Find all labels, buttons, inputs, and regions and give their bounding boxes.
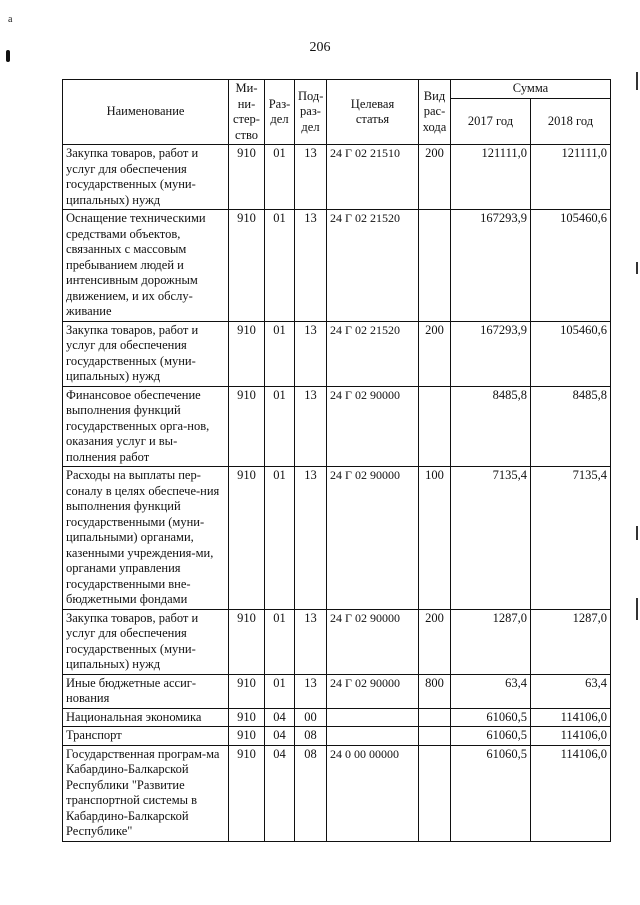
row-expense-type: 200 xyxy=(419,145,451,210)
table-row xyxy=(63,674,611,708)
row-sum-2018: 114106,0 xyxy=(531,745,611,841)
header-section: Раз- дел xyxy=(265,80,295,145)
row-sum-2017: 8485,8 xyxy=(451,386,531,467)
row-sum-2017: 61060,5 xyxy=(451,708,531,727)
table-row xyxy=(63,467,611,610)
row-expense-type xyxy=(419,210,451,322)
row-subsection: 08 xyxy=(295,727,327,746)
row-section: 04 xyxy=(265,708,295,727)
row-section: 01 xyxy=(265,386,295,467)
row-sum-2017: 61060,5 xyxy=(451,727,531,746)
row-target: 24 Г 02 21520 xyxy=(327,210,419,322)
budget-table xyxy=(62,79,611,842)
row-subsection: 13 xyxy=(295,321,327,386)
row-subsection: 13 xyxy=(295,145,327,210)
row-target: 24 Г 02 90000 xyxy=(327,674,419,708)
header-year-2017: 2017 год xyxy=(451,98,531,144)
row-sum-2017: 61060,5 xyxy=(451,745,531,841)
row-sum-2018: 114106,0 xyxy=(531,727,611,746)
scan-edge-mark xyxy=(636,72,638,90)
table-row xyxy=(63,386,611,467)
row-target: 24 0 00 00000 xyxy=(327,745,419,841)
table-row xyxy=(63,727,611,746)
table-row xyxy=(63,145,611,210)
scan-edge-mark xyxy=(636,526,638,540)
row-name: Закупка товаров, работ и услуг для обеспечения государственных (муни-ципальных) нужд xyxy=(63,321,229,386)
row-subsection: 13 xyxy=(295,210,327,322)
row-expense-type: 100 xyxy=(419,467,451,610)
row-ministry: 910 xyxy=(229,321,265,386)
row-target xyxy=(327,708,419,727)
row-ministry: 910 xyxy=(229,727,265,746)
row-expense-type: 200 xyxy=(419,321,451,386)
row-target: 24 Г 02 21510 xyxy=(327,145,419,210)
row-ministry: 910 xyxy=(229,145,265,210)
table-row xyxy=(63,609,611,674)
row-sum-2018: 8485,8 xyxy=(531,386,611,467)
row-sum-2017: 63,4 xyxy=(451,674,531,708)
row-ministry: 910 xyxy=(229,609,265,674)
row-subsection: 13 xyxy=(295,674,327,708)
row-ministry: 910 xyxy=(229,745,265,841)
row-section: 01 xyxy=(265,145,295,210)
row-section: 01 xyxy=(265,674,295,708)
row-subsection: 13 xyxy=(295,467,327,610)
header-name: Наименование xyxy=(63,80,229,145)
row-sum-2017: 167293,9 xyxy=(451,321,531,386)
header-sum: Сумма xyxy=(451,80,611,99)
row-name: Оснащение техническими средствами объектов, связанных с массовым пребыванием людей и интенсивным дорожным движением, и их обслу-живание xyxy=(63,210,229,322)
row-target: 24 Г 02 90000 xyxy=(327,609,419,674)
row-ministry: 910 xyxy=(229,674,265,708)
row-expense-type xyxy=(419,727,451,746)
row-subsection: 13 xyxy=(295,386,327,467)
row-sum-2018: 63,4 xyxy=(531,674,611,708)
row-expense-type xyxy=(419,708,451,727)
row-section: 04 xyxy=(265,727,295,746)
row-subsection: 08 xyxy=(295,745,327,841)
row-target: 24 Г 02 90000 xyxy=(327,467,419,610)
row-name: Финансовое обеспечение выполнения функций государственных орга-нов, оказания услуг и вы-полнения работ xyxy=(63,386,229,467)
row-sum-2017: 121111,0 xyxy=(451,145,531,210)
scan-edge-mark xyxy=(636,598,638,620)
row-target: 24 Г 02 21520 xyxy=(327,321,419,386)
row-expense-type xyxy=(419,386,451,467)
header-expense-type: Вид рас- хода xyxy=(419,80,451,145)
row-section: 01 xyxy=(265,609,295,674)
row-target: 24 Г 02 90000 xyxy=(327,386,419,467)
table-body xyxy=(63,145,611,842)
row-ministry: 910 xyxy=(229,210,265,322)
row-subsection: 13 xyxy=(295,609,327,674)
row-name: Государственная програм-ма Кабардино-Балкарской Республики "Развитие транспортной системы в Кабардино-Балкарской Республике" xyxy=(63,745,229,841)
table-row xyxy=(63,745,611,841)
table-row xyxy=(63,321,611,386)
row-name: Расходы на выплаты пер-соналу в целях обеспече-ния выполнения функций государственными (муни-ципальными) органами, казенными учреждения-ми, органами управления государственными вне-бюджетными фондами xyxy=(63,467,229,610)
row-expense-type: 800 xyxy=(419,674,451,708)
row-sum-2018: 121111,0 xyxy=(531,145,611,210)
row-name: Закупка товаров, работ и услуг для обеспечения государственных (муни-ципальных) нужд xyxy=(63,609,229,674)
header-subsection: Под- раз- дел xyxy=(295,80,327,145)
margin-mark: a xyxy=(8,14,13,25)
row-section: 01 xyxy=(265,210,295,322)
row-sum-2018: 1287,0 xyxy=(531,609,611,674)
row-ministry: 910 xyxy=(229,467,265,610)
table-row xyxy=(63,708,611,727)
row-name: Иные бюджетные ассиг-нования xyxy=(63,674,229,708)
row-sum-2018: 105460,6 xyxy=(531,321,611,386)
header-target: Целевая статья xyxy=(327,80,419,145)
row-subsection: 00 xyxy=(295,708,327,727)
row-name: Национальная экономика xyxy=(63,708,229,727)
header-year-2018: 2018 год xyxy=(531,98,611,144)
page-number: 206 xyxy=(309,40,331,55)
row-ministry: 910 xyxy=(229,708,265,727)
row-sum-2017: 1287,0 xyxy=(451,609,531,674)
row-sum-2018: 105460,6 xyxy=(531,210,611,322)
row-section: 01 xyxy=(265,321,295,386)
row-sum-2017: 167293,9 xyxy=(451,210,531,322)
row-target xyxy=(327,727,419,746)
row-expense-type xyxy=(419,745,451,841)
row-sum-2018: 7135,4 xyxy=(531,467,611,610)
row-section: 04 xyxy=(265,745,295,841)
row-ministry: 910 xyxy=(229,386,265,467)
row-name: Закупка товаров, работ и услуг для обеспечения государственных (муни-ципальных) нужд xyxy=(63,145,229,210)
row-name: Транспорт xyxy=(63,727,229,746)
row-section: 01 xyxy=(265,467,295,610)
scan-edge-mark xyxy=(636,262,638,274)
header-ministry: Ми- ни- стер- ство xyxy=(229,80,265,145)
table-row xyxy=(63,210,611,322)
row-sum-2018: 114106,0 xyxy=(531,708,611,727)
row-sum-2017: 7135,4 xyxy=(451,467,531,610)
row-expense-type: 200 xyxy=(419,609,451,674)
